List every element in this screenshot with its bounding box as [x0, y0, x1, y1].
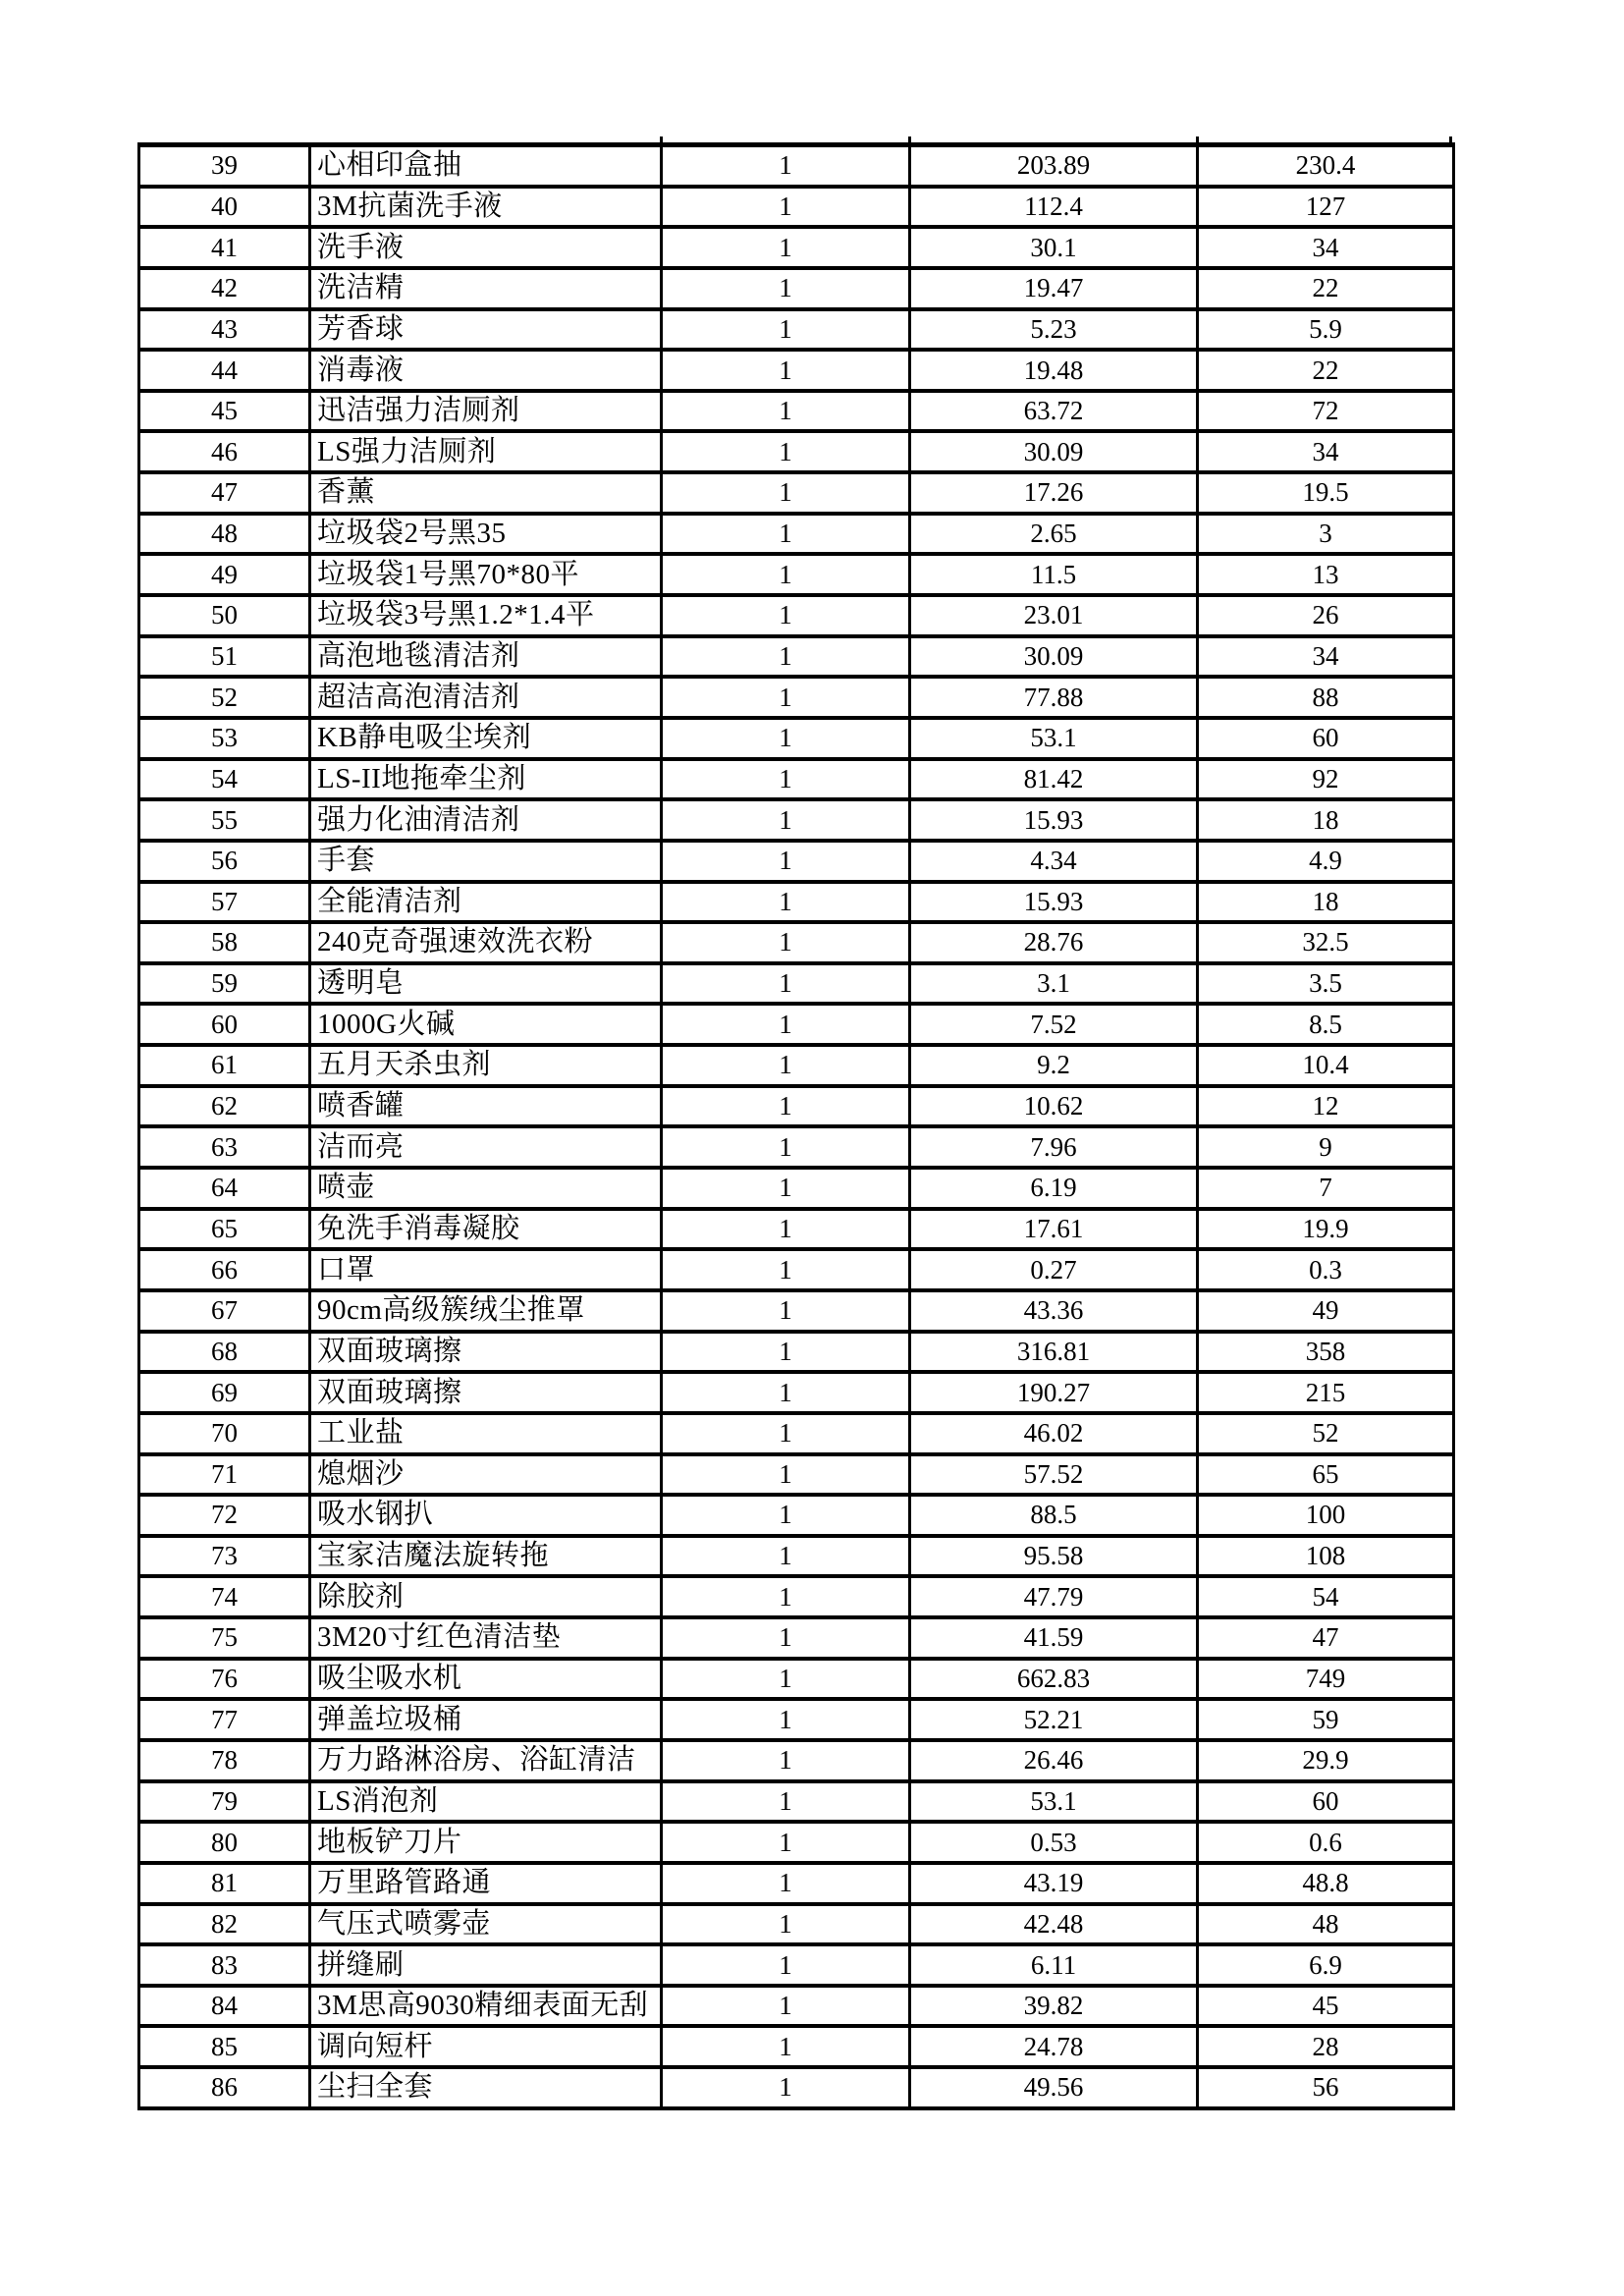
table-row [140, 1497, 1452, 1538]
cell-item-name: 1000G火碱 [311, 1006, 663, 1043]
cell-item-name: 洗手液 [311, 229, 663, 266]
cell-price: 63.72 [911, 393, 1199, 430]
cell-amount: 6.9 [1309, 1949, 1342, 1980]
table-row [140, 1170, 1452, 1211]
cell-quantity: 1 [663, 393, 911, 430]
table-row [140, 1988, 1452, 2029]
cell-quantity: 1 [663, 189, 911, 226]
table-row [140, 433, 1452, 474]
cell-item-number: 64 [140, 1170, 311, 1207]
cell-quantity: 1 [663, 884, 911, 921]
cell-item-number: 39 [140, 147, 311, 185]
cell-item-name: 除胶剂 [311, 1578, 663, 1615]
table-row [140, 1783, 1452, 1825]
cell-quantity: 1 [663, 638, 911, 676]
cell-amount: 88 [1312, 682, 1339, 712]
cell-amount: 34 [1312, 232, 1339, 262]
cell-amount: 5.9 [1309, 313, 1342, 344]
cell-price: 15.93 [911, 884, 1199, 921]
table-row [140, 1824, 1452, 1865]
cell-item-number: 62 [140, 1088, 311, 1125]
cell-price: 6.11 [911, 1946, 1199, 1984]
cell-amount: 9 [1319, 1131, 1332, 1162]
cell-item-number: 51 [140, 638, 311, 676]
cell-amount: 108 [1305, 1541, 1346, 1571]
table-row [140, 1906, 1452, 1947]
cell-item-number: 79 [140, 1783, 311, 1821]
cell-item-number: 41 [140, 229, 311, 266]
cell-quantity: 1 [663, 1661, 911, 1698]
cell-quantity: 1 [663, 1578, 911, 1615]
cell-item-number: 68 [140, 1334, 311, 1371]
cell-amount: 749 [1305, 1664, 1346, 1694]
cell-item-number: 74 [140, 1578, 311, 1615]
cell-item-number: 46 [140, 433, 311, 470]
cell-item-number: 47 [140, 474, 311, 512]
table-row [140, 352, 1452, 393]
cell-price: 203.89 [911, 147, 1199, 185]
cell-price: 9.2 [911, 1047, 1199, 1084]
cell-item-name: 高泡地毯清洁剂 [311, 638, 663, 676]
cell-price: 30.09 [911, 638, 1199, 676]
cell-item-number: 55 [140, 801, 311, 839]
cell-quantity: 1 [663, 433, 911, 470]
cell-item-number: 76 [140, 1661, 311, 1698]
cell-quantity: 1 [663, 761, 911, 798]
table-row [140, 1661, 1452, 1702]
table-row [140, 1251, 1452, 1292]
cell-item-name: LS强力洁厕剂 [311, 433, 663, 470]
cell-price: 24.78 [911, 2028, 1199, 2065]
cell-quantity: 1 [663, 1701, 911, 1738]
cell-item-number: 45 [140, 393, 311, 430]
cell-price: 26.46 [911, 1742, 1199, 1779]
cell-item-number: 83 [140, 1946, 311, 1984]
cell-quantity: 1 [663, 556, 911, 593]
cell-item-name: 喷壶 [311, 1170, 663, 1207]
cell-amount: 28 [1312, 2031, 1339, 2061]
cell-item-name: 尘扫全套 [311, 2069, 663, 2106]
table-row [140, 270, 1452, 311]
table-row [140, 1946, 1452, 1988]
table-row [140, 1047, 1452, 1088]
table-row [140, 679, 1452, 720]
cell-price: 42.48 [911, 1906, 1199, 1943]
table-row [140, 1374, 1452, 1415]
cell-amount: 32.5 [1302, 927, 1349, 957]
table-row [140, 516, 1452, 557]
cell-quantity: 1 [663, 147, 911, 185]
cell-amount: 7 [1319, 1173, 1332, 1203]
cell-item-number: 80 [140, 1824, 311, 1861]
cell-item-number: 75 [140, 1619, 311, 1657]
cell-quantity: 1 [663, 1088, 911, 1125]
cell-price: 30.09 [911, 433, 1199, 470]
cell-item-name: 芳香球 [311, 311, 663, 349]
cell-amount: 13 [1312, 559, 1339, 589]
cell-quantity: 1 [663, 1334, 911, 1371]
table-row [140, 2069, 1452, 2110]
cell-quantity: 1 [663, 679, 911, 716]
cell-amount: 18 [1312, 886, 1339, 916]
cell-quantity: 1 [663, 270, 911, 307]
cell-item-name: 喷香罐 [311, 1088, 663, 1125]
cell-item-number: 54 [140, 761, 311, 798]
cell-quantity: 1 [663, 597, 911, 634]
table-row [140, 1865, 1452, 1906]
cell-amount: 100 [1305, 1500, 1346, 1530]
cell-item-name: 气压式喷雾壶 [311, 1906, 663, 1943]
cell-amount: 45 [1312, 1991, 1339, 2021]
cell-item-name: 洁而亮 [311, 1128, 663, 1166]
cell-item-name: 手套 [311, 843, 663, 880]
table-row [140, 229, 1452, 270]
cell-price: 49.56 [911, 2069, 1199, 2106]
cell-item-number: 57 [140, 884, 311, 921]
cell-item-number: 70 [140, 1415, 311, 1452]
table-row [140, 761, 1452, 802]
cell-item-name: 垃圾袋1号黑70*80平 [311, 556, 663, 593]
cell-item-name: 强力化油清洁剂 [311, 801, 663, 839]
cell-quantity: 1 [663, 474, 911, 512]
table-row [140, 1538, 1452, 1579]
cell-item-name: 地板铲刀片 [311, 1824, 663, 1861]
cell-item-number: 42 [140, 270, 311, 307]
cell-amount: 22 [1312, 355, 1339, 385]
cell-item-name: 五月天杀虫剂 [311, 1047, 663, 1084]
cell-amount: 49 [1312, 1295, 1339, 1326]
cell-price: 95.58 [911, 1538, 1199, 1575]
cell-amount: 0.6 [1309, 1827, 1342, 1857]
cell-amount: 10.4 [1302, 1050, 1349, 1080]
cell-price: 88.5 [911, 1497, 1199, 1534]
table-row [140, 1415, 1452, 1456]
cell-item-name: 心相印盒抽 [311, 147, 663, 185]
table-row [140, 843, 1452, 884]
cell-price: 112.4 [911, 189, 1199, 226]
cell-quantity: 1 [663, 1170, 911, 1207]
cell-item-name: 透明皂 [311, 965, 663, 1003]
cell-item-number: 72 [140, 1497, 311, 1534]
cell-price: 662.83 [911, 1661, 1199, 1698]
table-row [140, 597, 1452, 638]
cell-quantity: 1 [663, 1374, 911, 1411]
cell-item-number: 66 [140, 1251, 311, 1288]
cell-amount: 72 [1312, 396, 1339, 426]
table-row [140, 1456, 1452, 1498]
grid-tick [660, 137, 663, 142]
cell-price: 5.23 [911, 311, 1199, 349]
cell-item-number: 71 [140, 1456, 311, 1494]
cell-price: 15.93 [911, 801, 1199, 839]
cell-item-number: 77 [140, 1701, 311, 1738]
table-row [140, 311, 1452, 353]
cell-item-number: 48 [140, 516, 311, 553]
cell-item-name: 双面玻璃擦 [311, 1374, 663, 1411]
table-row [140, 1292, 1452, 1334]
table-row [140, 638, 1452, 680]
cell-amount: 0.3 [1309, 1254, 1342, 1285]
cell-item-name: 熄烟沙 [311, 1456, 663, 1494]
cell-amount: 56 [1312, 2072, 1339, 2103]
cell-price: 7.96 [911, 1128, 1199, 1166]
cell-item-name: 全能清洁剂 [311, 884, 663, 921]
cell-item-name: 超洁高泡清洁剂 [311, 679, 663, 716]
table-row [140, 1088, 1452, 1129]
cell-item-name: KB静电吸尘埃剂 [311, 720, 663, 757]
cell-item-name: 宝家洁魔法旋转拖 [311, 1538, 663, 1575]
table-row [140, 556, 1452, 597]
cell-price: 23.01 [911, 597, 1199, 634]
cell-amount: 215 [1305, 1377, 1346, 1407]
cell-price: 17.61 [911, 1211, 1199, 1248]
cell-price: 3.1 [911, 965, 1199, 1003]
table-row [140, 189, 1452, 230]
cell-item-number: 44 [140, 352, 311, 389]
table-row [140, 2028, 1452, 2069]
cell-price: 0.53 [911, 1824, 1199, 1861]
cell-item-name: 240克奇强速效洗衣粉 [311, 924, 663, 961]
cell-price: 190.27 [911, 1374, 1199, 1411]
cell-price: 10.62 [911, 1088, 1199, 1125]
cell-amount: 18 [1312, 804, 1339, 835]
cell-price: 57.52 [911, 1456, 1199, 1494]
cell-item-name: LS消泡剂 [311, 1783, 663, 1821]
cell-amount: 92 [1312, 763, 1339, 793]
cell-amount: 26 [1312, 600, 1339, 630]
cell-item-number: 40 [140, 189, 311, 226]
cell-item-number: 52 [140, 679, 311, 716]
cell-quantity: 1 [663, 843, 911, 880]
cell-quantity: 1 [663, 720, 911, 757]
table-row [140, 720, 1452, 761]
cell-quantity: 1 [663, 1742, 911, 1779]
cell-quantity: 1 [663, 1415, 911, 1452]
cell-amount: 3 [1319, 519, 1332, 549]
cell-quantity: 1 [663, 1783, 911, 1821]
cell-item-name: 90cm高级簇绒尘推罩 [311, 1292, 663, 1330]
cell-item-name: 垃圾袋2号黑35 [311, 516, 663, 553]
cell-item-name: 调向短杆 [311, 2028, 663, 2065]
cell-quantity: 1 [663, 516, 911, 553]
cell-item-name: 弹盖垃圾桶 [311, 1701, 663, 1738]
cell-price: 46.02 [911, 1415, 1199, 1452]
cell-amount: 4.9 [1309, 846, 1342, 876]
cell-quantity: 1 [663, 1292, 911, 1330]
cell-amount: 8.5 [1309, 1009, 1342, 1039]
cell-item-number: 67 [140, 1292, 311, 1330]
cell-item-name: 拼缝刷 [311, 1946, 663, 1984]
cell-amount: 48.8 [1302, 1868, 1349, 1898]
cell-quantity: 1 [663, 1047, 911, 1084]
cell-amount: 230.4 [1295, 150, 1356, 181]
cell-amount: 3.5 [1309, 968, 1342, 999]
cell-quantity: 1 [663, 1251, 911, 1288]
cell-quantity: 1 [663, 1824, 911, 1861]
cell-price: 30.1 [911, 229, 1199, 266]
cell-item-name: 垃圾袋3号黑1.2*1.4平 [311, 597, 663, 634]
cell-price: 11.5 [911, 556, 1199, 593]
cell-item-number: 43 [140, 311, 311, 349]
cell-price: 81.42 [911, 761, 1199, 798]
cell-item-number: 63 [140, 1128, 311, 1166]
cell-amount: 54 [1312, 1581, 1339, 1612]
cell-item-name: 万里路管路通 [311, 1865, 663, 1902]
cell-amount: 52 [1312, 1418, 1339, 1449]
table-row [140, 1128, 1452, 1170]
table-row [140, 924, 1452, 965]
cell-price: 47.79 [911, 1578, 1199, 1615]
cell-item-number: 61 [140, 1047, 311, 1084]
cell-item-name: 吸尘吸水机 [311, 1661, 663, 1698]
cell-price: 52.21 [911, 1701, 1199, 1738]
cell-price: 4.34 [911, 843, 1199, 880]
cell-item-number: 69 [140, 1374, 311, 1411]
cell-price: 43.19 [911, 1865, 1199, 1902]
cell-amount: 60 [1312, 723, 1339, 753]
cell-quantity: 1 [663, 1619, 911, 1657]
cell-amount: 127 [1305, 191, 1346, 221]
cell-item-name: 双面玻璃擦 [311, 1334, 663, 1371]
cell-price: 316.81 [911, 1334, 1199, 1371]
cell-quantity: 1 [663, 1865, 911, 1902]
table-row [140, 1334, 1452, 1375]
cell-item-name: 3M20寸红色清洁垫 [311, 1619, 663, 1657]
cell-price: 53.1 [911, 720, 1199, 757]
table-row [140, 147, 1452, 189]
cell-quantity: 1 [663, 1538, 911, 1575]
cell-item-name: 3M思高9030精细表面无刮 [311, 1988, 663, 2025]
table-row [140, 1211, 1452, 1252]
cell-amount: 47 [1312, 1622, 1339, 1653]
table-row [140, 1701, 1452, 1742]
cell-price: 43.36 [911, 1292, 1199, 1330]
cell-amount: 29.9 [1302, 1745, 1349, 1776]
table-row [140, 1578, 1452, 1619]
cell-item-number: 84 [140, 1988, 311, 2025]
cell-quantity: 1 [663, 965, 911, 1003]
cell-quantity: 1 [663, 1946, 911, 1984]
cell-amount: 48 [1312, 1908, 1339, 1939]
cell-item-number: 50 [140, 597, 311, 634]
table-row [140, 1742, 1452, 1783]
table-row [140, 474, 1452, 516]
cell-price: 77.88 [911, 679, 1199, 716]
cell-amount: 60 [1312, 1785, 1339, 1816]
price-table [137, 142, 1455, 2110]
cell-item-name: 消毒液 [311, 352, 663, 389]
table-row [140, 884, 1452, 925]
cell-price: 17.26 [911, 474, 1199, 512]
cell-item-name: LS-II地拖牵尘剂 [311, 761, 663, 798]
cell-item-number: 86 [140, 2069, 311, 2106]
cell-quantity: 1 [663, 2028, 911, 2065]
cell-amount: 34 [1312, 436, 1339, 466]
cell-quantity: 1 [663, 229, 911, 266]
cell-quantity: 1 [663, 1497, 911, 1534]
cell-quantity: 1 [663, 1988, 911, 2025]
cell-item-name: 迅洁强力洁厕剂 [311, 393, 663, 430]
cell-price: 19.48 [911, 352, 1199, 389]
table-row [140, 1619, 1452, 1661]
cell-item-name: 万力路淋浴房、浴缸清洁 [311, 1742, 663, 1779]
cell-quantity: 1 [663, 1906, 911, 1943]
cell-price: 7.52 [911, 1006, 1199, 1043]
cell-quantity: 1 [663, 1006, 911, 1043]
cell-quantity: 1 [663, 1456, 911, 1494]
grid-tick [1449, 137, 1452, 142]
cell-amount: 59 [1312, 1704, 1339, 1734]
cell-item-name: 工业盐 [311, 1415, 663, 1452]
cell-item-number: 65 [140, 1211, 311, 1248]
table-row [140, 965, 1452, 1007]
cell-item-number: 60 [140, 1006, 311, 1043]
cell-quantity: 1 [663, 311, 911, 349]
cell-item-name: 3M抗菌洗手液 [311, 189, 663, 226]
cell-price: 39.82 [911, 1988, 1199, 2025]
cell-price: 41.59 [911, 1619, 1199, 1657]
cell-quantity: 1 [663, 352, 911, 389]
cell-quantity: 1 [663, 1211, 911, 1248]
cell-item-number: 49 [140, 556, 311, 593]
cell-price: 2.65 [911, 516, 1199, 553]
table-row [140, 393, 1452, 434]
cell-amount: 65 [1312, 1458, 1339, 1489]
cell-amount: 34 [1312, 641, 1339, 671]
cell-item-name: 香薰 [311, 474, 663, 512]
cell-item-number: 56 [140, 843, 311, 880]
cell-item-number: 78 [140, 1742, 311, 1779]
cell-item-name: 吸水钢扒 [311, 1497, 663, 1534]
cell-quantity: 1 [663, 801, 911, 839]
cell-amount: 19.9 [1302, 1213, 1349, 1243]
cell-item-name: 洗洁精 [311, 270, 663, 307]
cell-amount: 358 [1305, 1336, 1346, 1366]
cell-item-name: 口罩 [311, 1251, 663, 1288]
cell-item-number: 82 [140, 1906, 311, 1943]
table-row [140, 801, 1452, 843]
cell-item-number: 59 [140, 965, 311, 1003]
cell-quantity: 1 [663, 1128, 911, 1166]
cell-price: 6.19 [911, 1170, 1199, 1207]
table-row [140, 1006, 1452, 1047]
cell-quantity: 1 [663, 924, 911, 961]
cell-amount: 12 [1312, 1091, 1339, 1121]
cell-price: 28.76 [911, 924, 1199, 961]
cell-item-number: 73 [140, 1538, 311, 1575]
cell-item-number: 85 [140, 2028, 311, 2065]
cell-item-number: 81 [140, 1865, 311, 1902]
cell-amount: 19.5 [1302, 477, 1349, 508]
cell-item-number: 58 [140, 924, 311, 961]
cell-item-name: 免洗手消毒凝胶 [311, 1211, 663, 1248]
cell-price: 19.47 [911, 270, 1199, 307]
cell-price: 0.27 [911, 1251, 1199, 1288]
cell-amount: 22 [1312, 273, 1339, 303]
cell-quantity: 1 [663, 2069, 911, 2106]
cell-price: 53.1 [911, 1783, 1199, 1821]
cell-item-number: 53 [140, 720, 311, 757]
grid-tick [908, 137, 911, 142]
grid-tick [1196, 137, 1199, 142]
